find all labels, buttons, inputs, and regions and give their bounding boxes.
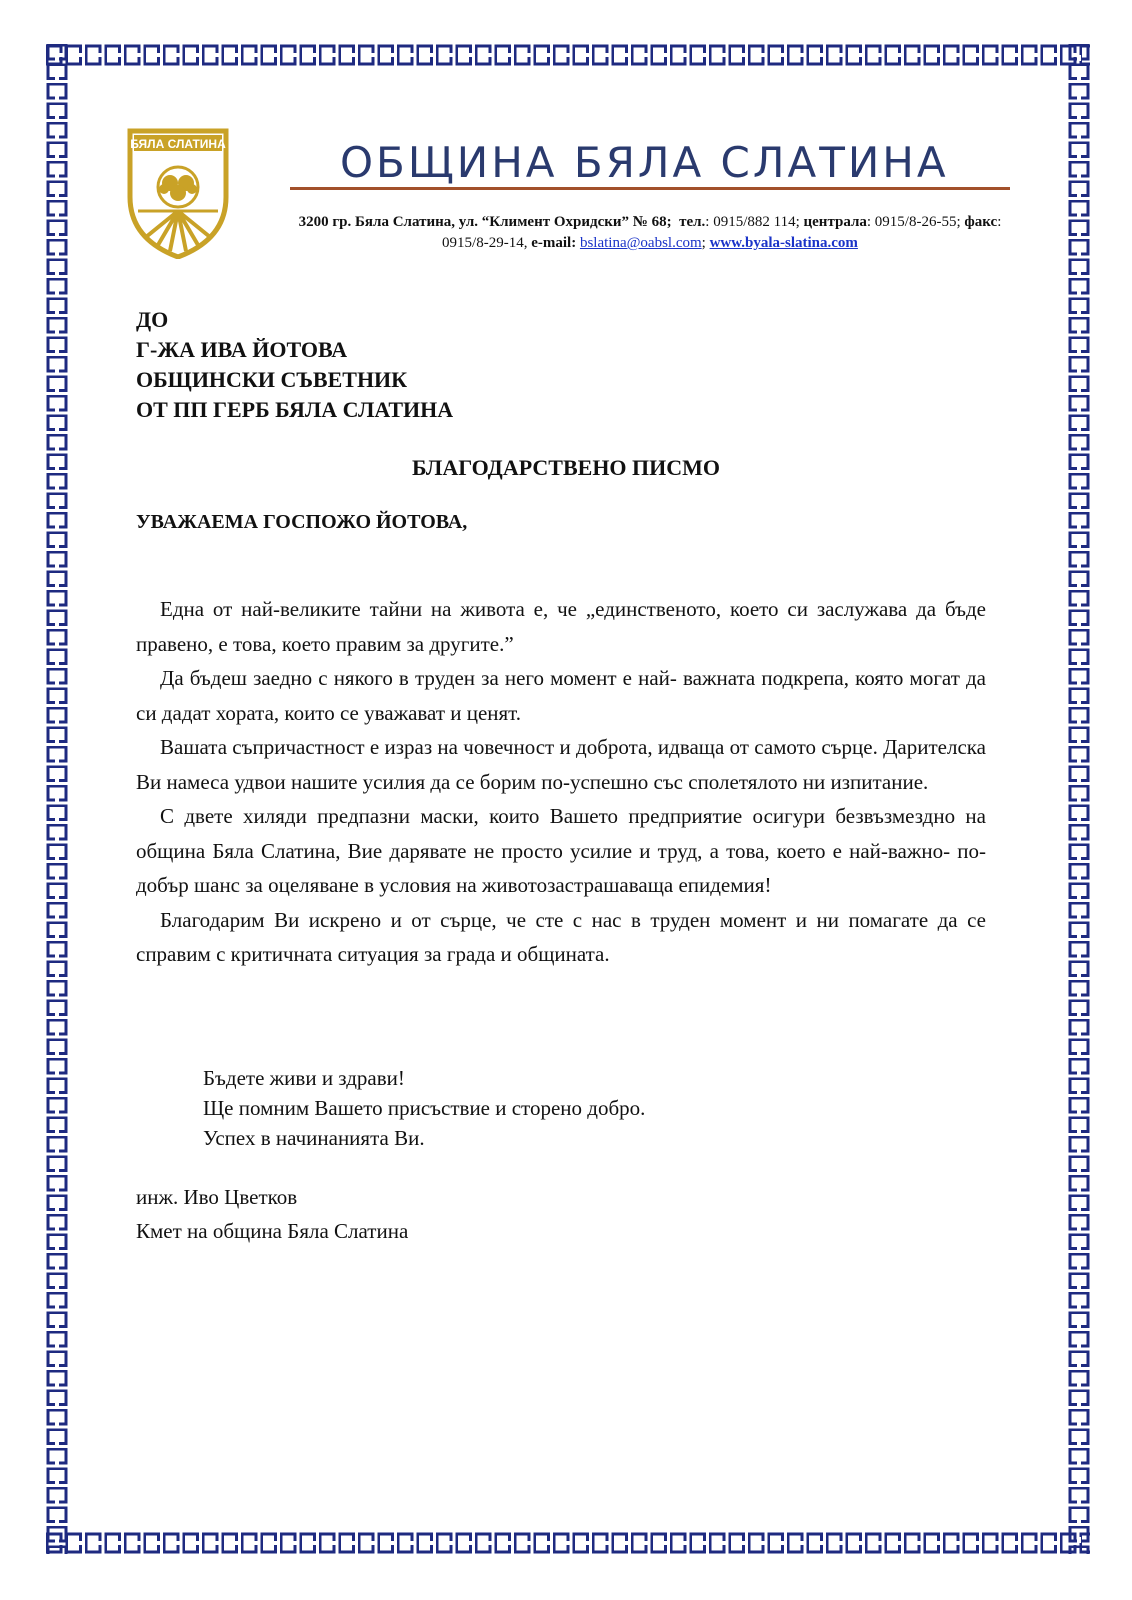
signatory-title: Кмет на община Бяла Слатина: [136, 1219, 409, 1243]
website-link[interactable]: www.byala-slatina.com: [709, 235, 858, 251]
border-left: [46, 44, 68, 1554]
document-title: БЛАГОДАРСТВЕНО ПИСМО: [411, 455, 721, 480]
switchboard-label: централа: [803, 214, 867, 230]
closing-wishes: [203, 1063, 645, 1153]
organization-name: ОБЩИНА БЯЛА СЛАТИНА: [340, 138, 949, 187]
signature-block: [136, 1180, 408, 1248]
recipient-position: ОБЩИНСКИ СЪВЕТНИК: [136, 367, 408, 392]
email-label: e-mail:: [531, 235, 577, 251]
border-top: [46, 44, 1090, 66]
body-paragraph: С двете хиляди предпазни маски, които Вашето предприятие осигури безвъзмездно на община Бяла Слатина, Вие дарявате не просто усилие и труд, а това, което е най-важно- по- добър шанс за оцеляване в условия на животозастрашаваща епидемия!: [136, 804, 986, 897]
recipient-name: Г-ЖА ИВА ЙОТОВА: [136, 337, 348, 362]
municipality-crest-icon: [126, 127, 230, 259]
wish-line: Ще помним Вашето присъствие и сторено добро.: [203, 1096, 646, 1120]
wish-line: Бъдете живи и здрави!: [203, 1066, 405, 1090]
body-paragraph: Една от най-великите тайни на живота е, че „единственото, което си заслужава да бъде правено, е това, което правим за другите.”: [136, 597, 986, 656]
body-paragraph: Благодарим Ви искрено и от сърце, че сте с нас в труден момент и ни помагате да се справим с критичната ситуация за града и общината.: [136, 907, 986, 966]
switchboard-number: : 0915/8-26-55;: [866, 214, 961, 230]
signatory-name: инж. Иво Цветков: [136, 1185, 298, 1209]
border-bottom: [46, 1532, 1090, 1554]
crest-text: БЯЛА СЛАТИНА: [130, 137, 226, 151]
phone-number: : 0915/882 114;: [705, 214, 800, 230]
body-paragraph: Вашата съпричастност е израз на човечност и доброта, идваща от самото сърце. Дарителска Ви намеса удвои нашите усилия да се борим по-успешно със сполетялото ни изпитание.: [136, 735, 986, 794]
fax-label: факс: [964, 214, 998, 230]
wish-line: Успех в начинанията Ви.: [203, 1126, 425, 1150]
recipient-party: ОТ ПП ГЕРБ БЯЛА СЛАТИНА: [136, 397, 454, 422]
email-link[interactable]: bslatina@oabsl.com: [579, 235, 702, 251]
header-divider: [290, 187, 1010, 190]
phone-label: тел.: [679, 214, 706, 230]
recipient-line: ДО: [136, 307, 169, 332]
border-right: [1068, 44, 1090, 1554]
letter-body: [136, 592, 986, 972]
body-paragraph: Да бъдеш заедно с някого в труден за него момент е най- важната подкрепа, която могат да си дадат хората, които се уважават и ценят.: [136, 666, 986, 725]
postal-address: 3200 гр. Бяла Слатина, ул. “Климент Охридски” № 68;: [298, 214, 672, 230]
fax-number: : 0915/8-29-14,: [442, 214, 1002, 251]
recipient-block: [136, 305, 453, 425]
salutation: УВАЖАЕМА ГОСПОЖО ЙОТОВА,: [136, 511, 468, 533]
contact-info: 3200 гр. Бяла Слатина, ул. “Климент Охридски” № 68; тел.: 0915/882 114; централа: 0915/8-26-55; факс: 0915/8-29-14, e-mail: bslatina@oabsl.com; www.byala-slatina.com: [298, 214, 1002, 251]
